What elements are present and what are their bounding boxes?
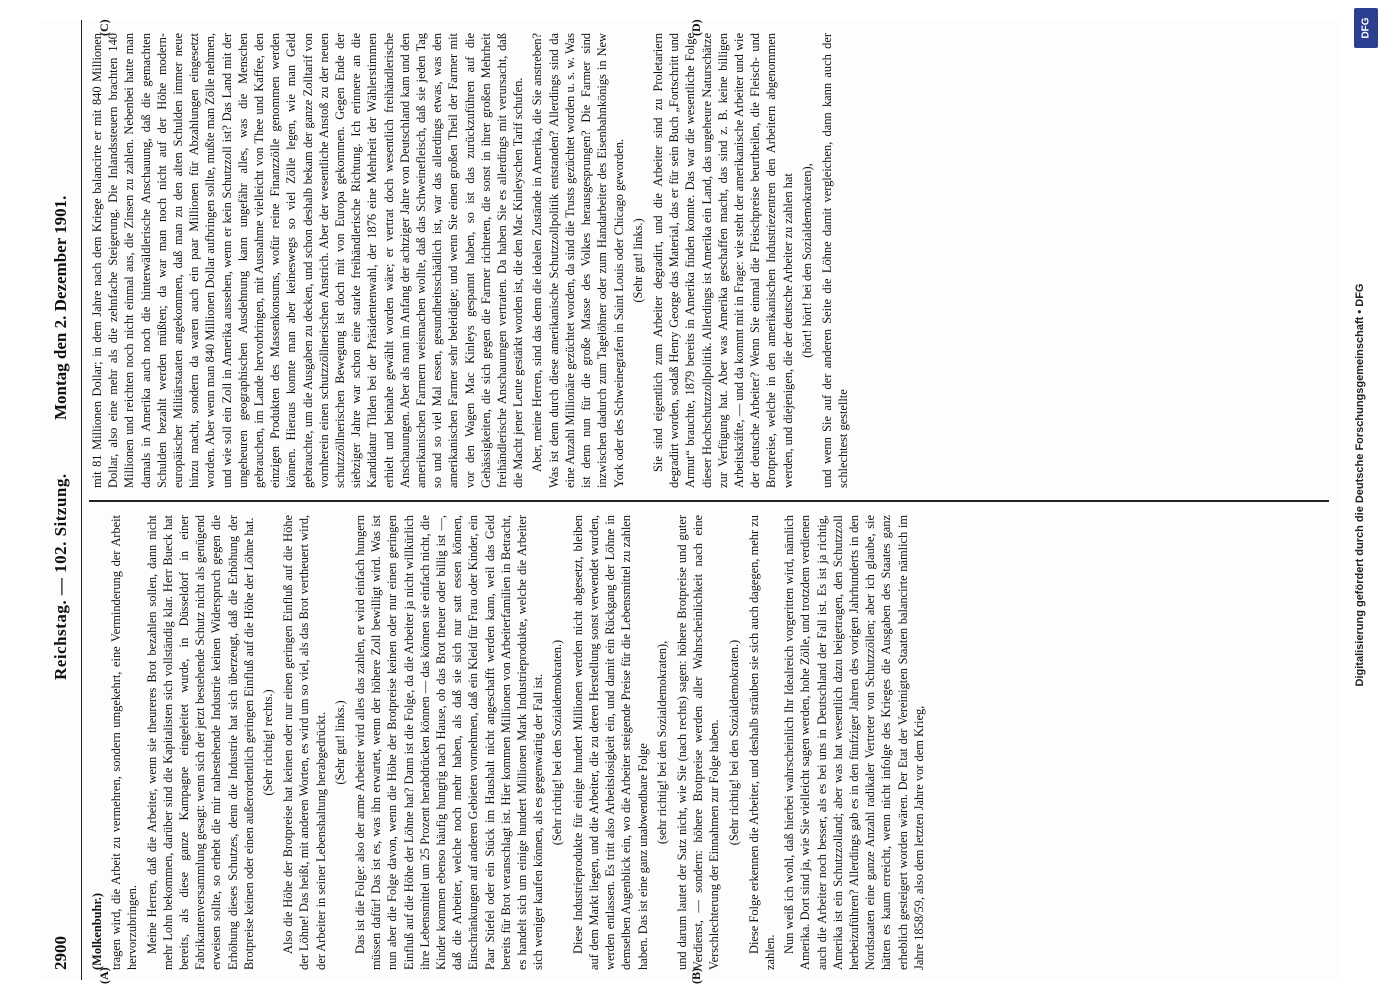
paragraph: Sie sind eigentlich zum Arbeiter degradirt, und die Arbeiter sind zu Proletariern degradirt worden, sodaß Henry George das Material, das er für sein Buch „Fortschritt und Armut“ brauchte, 1879 bereits in Amerika finden konnte. Das war die wesentliche Folge dieser Hochschutzzollpolitik. Allerdings ist Amerika ein Land, das ungeheure Naturschätze zur Verfügung hat. Aber was Amerika geschaffen macht, das sind z. B. keine billigen Arbeitskräfte, — und da kommt mit in Frage: wie steht der amerikanische Arbeiter und wie der deutsche Arbeiter? Wenn Sie einmal die Fleischpreise beurtheilen, die Fleisch- und Brotpreise, welche in den amerikanischen Industriezentren den Arbeitern abgenommen werden, und diejenigen, die der deutsche Arbeiter zu zahlen hat xyxy=(650,33,795,488)
paragraph: Diese Industrieprodukte für einige hundert Millionen werden nicht abgesetzt, bleiben auf dem Markt liegen, und die Arbeiter, die zu deren Herstellung sonst verwendet wurden, werden entlassen. Es tritt also Arbeitslosigkeit ein, und damit ein Rückgang der Löhne in demselben Augenblick ein, wo die Arbeiter steigende Preise für die Lebensmittel zu zahlen haben. Das ist eine ganz unabwendbare Folge xyxy=(570,515,650,970)
paragraph: tragen wird, die Arbeit zu vermehren, sondern umgekehrt, eine Verminderung der Arbeit hervorzubringen. xyxy=(109,515,140,970)
digitization-credit xyxy=(1350,15,1383,975)
page-title: Reichstag. — 102. Sitzung. xyxy=(51,473,70,680)
interjection: (hört! hört! bei den Sozialdemokraten), xyxy=(799,163,814,358)
paragraph: mit 81 Millionen Dollar; in dem Jahre nach dem Kriege balancirte er mit 840 Millionen Dollar, also eine mehr als die zehnfache Steigerung. Die Inlandssteuern brachten 140 Millionen und reichten noch nicht einmal aus, die Zinsen zu zahlen. Nebenbei hatte man damals in Amerika auch noch die hinterwäldlerische Anschauung, daß die gemachten Schulden bezahlt werden müßten; da war man noch nicht auf der Höhe modern-europäischer Militärstaaten angekommen, daß man zu den alten Schulden immer neue hinzu macht, sondern da waren auch ein paar Millionen für Abzahlungen eingesetzt worden. Aber wenn man 840 Millionen Dollar aufbringen sollte, mußte man Zölle nehmen, und wie soll ein Zoll in Amerika aussehen, wenn er kein Schutzzoll ist? Das Land mit der ungeheuren geographischen Ausdehnung kann ungefähr alles, was die Menschen gebrauchen, im Lande hervorbringen, mit Ausnahme vielleicht von Thee und Kaffee, den einzigen Produkten des Massenkonsums, wofür reine Finanzzölle genommen werden können. Hieraus konnte man aber keineswegs so viel Zölle legen, wie man Geld gebrauchte, um die Ausgaben zu decken, und schon deshalb bekam der ganze Zolltarif von vornherein einen schutzzöllnerischen Anstrich. Aber der wesentliche Anstoß zu der neuen schutzzöllnerischen Bewegung ist doch mit von Europa gekommen. Gegen Ende der siebziger Jahre war schon eine starke freihändlerische Richtung. Ich erinnere an die Kandidatur Tilden bei der Präsidentenwahl, der 1876 eine Mehrheit der Wählerstimmen erhielt und beinahe gewählt worden wäre; er vertrat doch wesentlich freihändlerische Anschauungen. Aber als man im Anfang der achtziger Jahre von Deutschland kam und den amerikanischen Farmern weismachen wollte, daß das Schweinefleisch, daß sie jeden Tag so und so viel Mal essen, gesundheitsschädlich ist, war das allerdings etwas, was den amerikanischen Farmer sehr beleidigte; und wenn Sie einen großen Theil der Farmer mit vor den Wagen Mac Kinleys gespannt haben, so ist das zurückzuführen auf die Gehässigkeiten, die sich gegen die Farmer richteten, die sonst in ihrer großen Mehrheit freihändlerische Anschauungen vertraten. Da haben Sie es allerdings mit verursacht, daß die Macht jener Leute gestärkt worden ist, die den Mac Kinleyschen Tarif schufen. xyxy=(90,33,526,488)
speaker-name: (Molkenbuhr.) xyxy=(90,893,104,970)
paragraph: Diese Folge erkennen die Arbeiter, und deshalb sträuben sie sich auch dagegen, mehr zu zahlen. xyxy=(746,515,777,970)
paragraph: Aber, meine Herren, sind das denn die idealen Zustände in Amerika, die Sie anstreben? Was ist denn durch diese amerikanische Schutzzollpolitik entstanden? Allerdings sind da eine Anzahl Millionäre gezüchtet worden, da sind die Trusts gezüchtet worden u. s. w. Was ist denn nun für die große Masse des Volkes herausgesprungen? Die Farmer sind inzwischen dadurch zum Tagelöhner oder zum Handarbeiter des Eisenbahnkönigs in New York oder des Schweinegrafen in Saint Louis oder Chicago geworden. xyxy=(530,33,626,488)
session-date: Montag den 2. Dezember 1901. xyxy=(51,195,70,420)
page-number: 2900 xyxy=(51,936,70,970)
left-column xyxy=(89,515,1329,970)
margin-marker-d: (D) xyxy=(689,19,703,36)
interjection: (sehr richtig! bei den Sozialdemokraten), xyxy=(654,640,669,845)
interjection: (Sehr gut! links.) xyxy=(332,700,347,785)
dfg-logo: DFG xyxy=(1354,8,1378,48)
paragraph: Also die Höhe der Brotpreise hat keinen oder nur einen geringen Einfluß auf die Höhe der Löhne! Das heißt, mit anderen Worten, es wird um so viel, als das Brot vertheuert wird, der Arbeiter in seiner Lebenshaltung herabgedrückt. xyxy=(281,515,328,970)
margin-marker-c: (C) xyxy=(97,19,111,36)
interjection: (Sehr gut! links.) xyxy=(630,218,645,303)
interjection: (Sehr richtig! rechts.) xyxy=(261,689,276,796)
paragraph: Das ist die Folge: also der arme Arbeiter wird alles das zahlen, er wird einfach hungern müssen dafür! Das ist es, was ihn erwartet, wenn der höhere Zoll bewilligt wird. Was ist nun aber die Folge davon, wenn die Höhe der Brotpreise keinen oder nur einen geringen Einfluß auf die Höhe der Löhne hat? Dann ist die Folge, da die Arbeiter ja nicht willkürlich ihre Lebensmittel um 25 Prozent herabdrücken können — das können sie einfach nicht, die Kinder kommen ebenso häufig hungrig nach Hause, ob das Brot theuer oder billig ist —, daß die Arbeiter, welche noch mehr haben, als daß sie sich nur satt essen können, Einschränkungen auf anderen Gebieten vornehmen, daß ein Kleid für Frau oder Kinder, ein Paar Stiefel oder ein Stück im Haushalt nicht angeschafft werden kann, weil das Geld bereits für Brot veranschlagt ist. Hier kommen Millionen von Arbeiterfamilien in Betracht, es handelt sich um einige hundert Millionen Mark Industrieprodukte, welche die Arbeiter sich weniger kaufen können, als es gegenwärtig der Fall ist. xyxy=(353,515,546,970)
paragraph: und wenn Sie auf der anderen Seite die Löhne damit vergleichen, dann kann auch der schlechtest gestellte xyxy=(819,33,851,488)
paragraph: Meine Herren, daß die Arbeiter, wenn sie theureres Brot bezahlen sollen, dann nicht mehr Lohn bekommen, darüber sind die Kapitalisten sich vollständig klar. Herr Bueck hat bereits, als diese ganze Kampagne eingeleitet wurde, in Düsseldorf in einer Fabrikantenversammlung gesagt: wenn sich der jetzt bestehende Schutz nicht als genügend erweisen sollte, so erhebt die mir nahestehende Industrie keinen Widerspruch gegen die Erhöhung dieses Schutzes, denn die Industrie hat sich überzeugt, daß die Erhöhung der Brotpreise keinen oder einen außerordentlich geringen Einfluß auf die Höhe der Löhne hat. xyxy=(144,515,256,970)
right-column xyxy=(89,33,1329,488)
credit-text: Digitalisierung gefördert durch die Deutsche Forschungsgemeinschaft • DFG xyxy=(1354,283,1366,687)
column-divider xyxy=(89,501,1329,503)
text-columns xyxy=(89,19,1329,984)
interjection: (Sehr richtig! bei den Sozialdemokraten.) xyxy=(550,639,565,846)
margin-marker-a: (A) xyxy=(97,967,111,984)
page-header xyxy=(41,20,82,980)
interjection: (Sehr richtig! bei den Sozialdemokraten.) xyxy=(726,639,741,846)
margin-marker-b: (B) xyxy=(689,968,703,984)
paragraph: Nun weiß ich wohl, daß hierbei wahrscheinlich Ihr Idealreich vorgeritten wird, nämlich Amerika. Dort sind ja, wie Sie vielleicht sagen werden, hohe Zölle, und trotzdem verdienen auch die Arbeiter noch besser, als es bei uns in Deutschland der Fall ist. Es ist ja richtig, Amerika ist ein Schutzzolland; aber was hat wesentlich dazu beigetragen, den Schutzzoll herbeizuführen? Allerdings gab es in den fünfziger Jahren des vorigen Jahrhunderts in den Nordstaaten eine ganze Anzahl radikaler Vertreter von Schutzzöllen; aber ich glaube, sie hätten es kaum erreicht, wenn nicht infolge des Krieges die Ausgaben des Staates ganz erheblich gesteigert worden wären. Der Etat der Vereinigten Staaten balancirte nämlich im Jahre 1858/59, also dem letzten Jahre vor dem Krieg, xyxy=(782,515,926,970)
paragraph: und darum lautet der Satz nicht, wie Sie (nach rechts) sagen: höhere Brotpreise und guter Verdienst, — sondern: höhere Brotpreise werden aller Wahrscheinlichkeit nach eine Verschlechterung der Einnahmen zur Folge haben. xyxy=(674,515,722,970)
scanned-page xyxy=(41,19,1341,984)
